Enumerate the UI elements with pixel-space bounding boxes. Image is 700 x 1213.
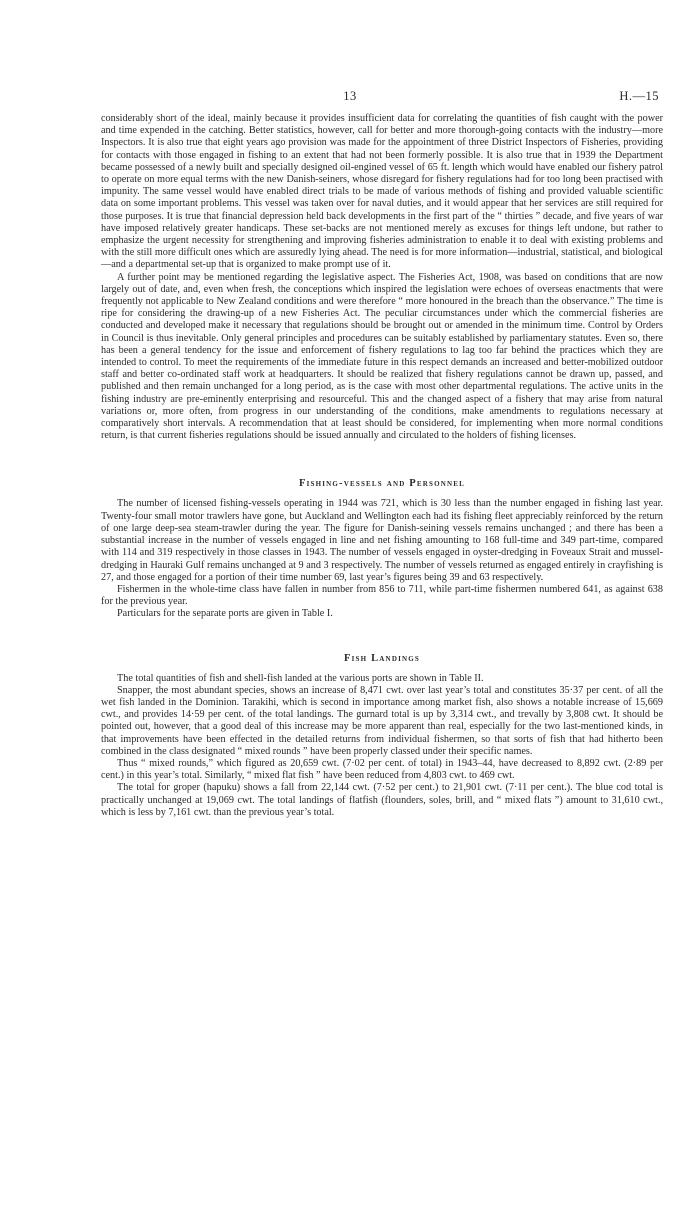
groper-paragraph: The total for groper (hapuku) shows a fall from 22,144 cwt. (7·52 per cent.) to 21,901 cwt. (7·11 per cent.). The blue cod total is practically unchanged at 19,069 cwt. The total landings of flatfish (flounders, soles, brill, and “ mixed flats ”) amount to 31,610 cwt., which is less by 7,161 cwt. than the previous year’s total. <box>101 782 663 818</box>
page-number: 13 <box>343 89 357 103</box>
document-body <box>101 113 663 819</box>
spacer <box>101 490 663 498</box>
vessels-paragraph: The number of licensed fishing-vessels operating in 1944 was 721, which is 30 less than the number engaged in fishing last year. Twenty-four small motor trawlers have gone, but Auckland and Wellington each had its fishing fleet appreciably reinforced by the return of one large deep-sea steam-trawler during the year. The figure for Danish-seining vessels remains unchanged ; and there has been a substantial increase in the number of vessels engaged in line and net fishing amounting to 168 full-time and 349 part-time, compared with 114 and 319 respectively in those classes in 1943. The number of vessels engaged in oyster-dredging in Foveaux Strait and mussel-dredging in Hauraki Gulf remains unchanged at 9 and 3 respectively. The number of vessels returned as engaged entirely in crayfishing is 27, and those engaged for a portion of their time number 69, last year’s figures being 39 and 63 respectively. <box>101 498 663 583</box>
legislative-paragraph: A further point may be mentioned regarding the legislative aspect. The Fisheries Act, 1908, was based on conditions that are now largely out of date, and, even when fresh, the conceptions which inspired the legislation were echoes of overseas enactments that were frequently not applicable to New Zealand conditions and were therefore “ more honoured in the breach than the observance.” The time is ripe for considering the drawing-up of a new Fisheries Act. The peculiar circumstances under which the commercial fisheries are conducted and developed make it necessary that regulations should be brought out or amended in the minimum time. Control by Orders in Council is thus inevitable. Only general principles and procedures can be suitably established by parliamentary statutes. Even so, there has been a general tendency for the issue and enforcement of fishery regulations to lag too far behind the practices which they are intended to control. To meet the requirements of the immediate future in this respect demands an increased and better-mobilized outdoor staff and better co-ordinated staff work at headquarters. It should be realized that fishery regulations cannot be drawn up, passed, and published and then remain unchanged for a long period, as is the case with most other departmental regulations. The active units in the fishing industry are pre-eminently enterprising and resourceful. This and the changed aspect of a fishery that may arise from natural variations or, more often, from progress in our understanding of the conditions, make amendments to regulations necessary at comparatively short intervals. A recommendation that at least should be considered, for implementing when more normal conditions return, is that current fisheries regulations should be issued annually and circulated to the holders of fishing licenses. <box>101 271 663 442</box>
intro-paragraph: considerably short of the ideal, mainly because it provides insufficient data for correlating the quantities of fish caught with the power and time expended in the catching. Better statistics, however, call for better and more thorough-going contacts with the industry—more Inspectors. It is also true that eight years ago provision was made for the appointment of three District Inspectors of Fisheries, providing for contacts with those engaged in fishing to an extent that had not been formerly possible. It is also true that in 1939 the Department became possessed of a newly built and specially designed oil-engined vessel of 65 ft. length which would have enabled our fishery patrol to operate on more equal terms with the new Danish-seiners, whose disregard for fishery regulations had for too long been practised with impunity. The same vessel would have enabled direct trials to be made of various methods of fishing and provided valuable scientific data on some important problems. This vessel was taken over for naval duties, and it would appear that her services are still required for those purposes. It is true that financial depression held back developments in the first part of the “ thirties ” decade, and five years of war have imposed relatively greater handicaps. These set-backs are not mentioned merely as excuses for things left undone, but rather to emphasize the urgent necessity for strengthening and improving fisheries administration to enable it to deal with existing problems and with the still more difficult ones which are assuredly lying ahead. The need is for more information—industrial, statistical, and biological—and a departmental set-up that is organized to make prompt use of it. <box>101 113 663 271</box>
document-reference: H.—15 <box>619 89 659 103</box>
spacer <box>101 665 663 673</box>
fishermen-paragraph: Fishermen in the whole-time class have fallen in number from 856 to 711, while part-time fishermen numbered 641, as against 638 for the previous year. <box>101 583 663 608</box>
landings-paragraph: The total quantities of fish and shell-fish landed at the various ports are shown in Table II. <box>117 672 484 684</box>
section-heading-vessels: Fishing-vessels and Personnel <box>298 478 466 490</box>
mixed-rounds-paragraph: Thus “ mixed rounds,” which figured as 20,659 cwt. (7·02 per cent. of total) in 1943–44, have decreased to 8,892 cwt. (2·89 per cent.) in this year’s total. Similarly, “ mixed flat fish ” have been reduced from 4,803 cwt. to 469 cwt. <box>101 757 663 782</box>
ports-paragraph: Particulars for the separate ports are given in Table I. <box>117 608 333 620</box>
snapper-paragraph: Snapper, the most abundant species, shows an increase of 8,471 cwt. over last year’s total and constitutes 35·37 per cent. of all the wet fish landed in the Dominion. Tarakihi, which is second in importance among market fish, also shows a notable increase of 15,669 cwt., and provides 14·59 per cent. of the total landings. The gurnard total is up by 3,314 cwt., and trevally by 3,808 cwt. It should be pointed out, however, that a good deal of this increase may be more apparent than real, especially for the two last-mentioned kinds, in that improvements have been effected in the detailed returns from individual fishermen, so that sorts of fish that had hitherto been combined in the class designated “ mixed rounds ” have been properly classed under their specific names. <box>101 684 663 757</box>
spacer <box>101 621 663 653</box>
spacer <box>101 442 663 478</box>
section-heading-landings: Fish Landings <box>344 652 420 664</box>
